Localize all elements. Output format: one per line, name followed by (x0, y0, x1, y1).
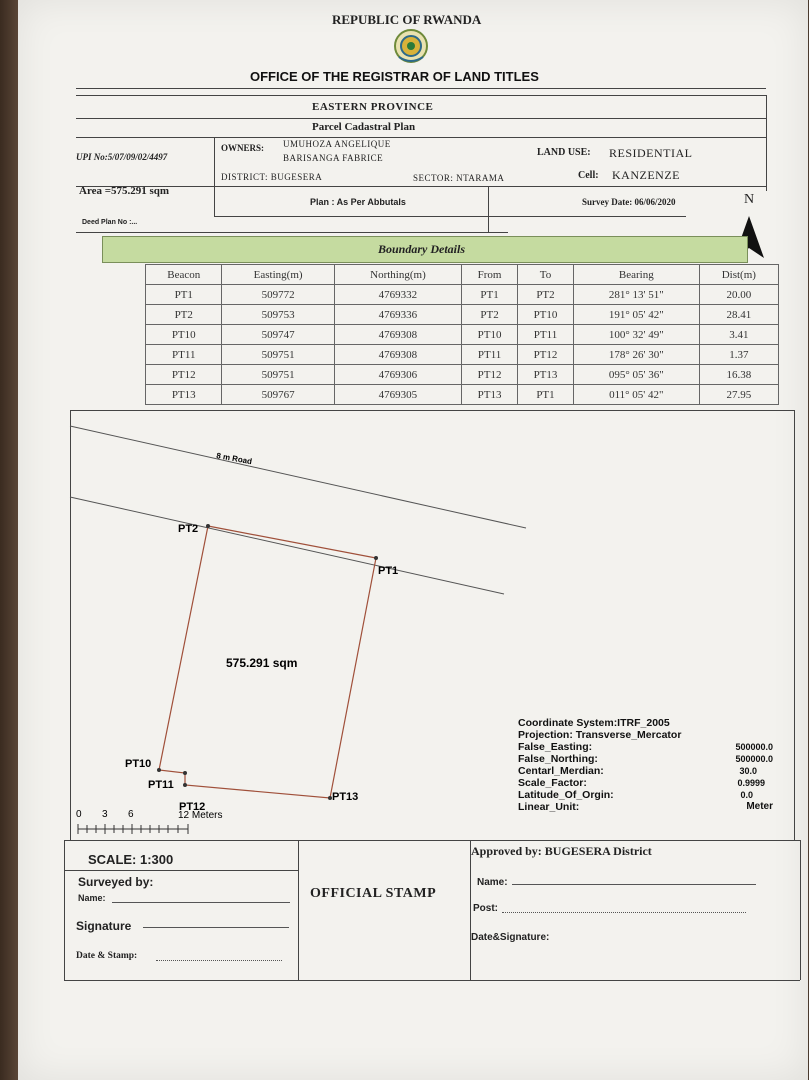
cell-easting: 509751 (222, 365, 334, 385)
survey-date: Survey Date: 06/06/2020 (582, 197, 676, 207)
label-pt13: PT13 (332, 791, 359, 803)
coord-value: 0.9999 (737, 778, 765, 788)
upi-number: UPI No:5/07/09/02/4497 (76, 152, 168, 162)
scale-tick-6: 6 (128, 809, 134, 820)
coord-label: Centarl_Merdian: (518, 765, 604, 777)
coord-row-scale-factor (518, 777, 773, 789)
coord-row-central-meridian (518, 765, 773, 777)
coord-row-false-northing (518, 753, 773, 765)
cell-dist: 16.38 (699, 365, 778, 385)
cell-from: PT11 (462, 345, 518, 365)
cell-bearing: 100° 32' 49" (573, 325, 699, 345)
cell-from: PT2 (462, 305, 518, 325)
cell-easting: 509772 (222, 285, 334, 305)
beacon-pt1 (374, 556, 378, 560)
coord-row-latitude-origin (518, 789, 773, 801)
beacon-pt11 (183, 771, 187, 775)
cell-dist: 20.00 (699, 285, 778, 305)
district-label: DISTRICT: BUGESERA (221, 172, 323, 182)
coordinate-system: Coordinate System:ITRF_2005 (518, 717, 670, 729)
cell-bearing: 191° 05' 42" (573, 305, 699, 325)
scale-tick-3: 3 (102, 809, 108, 820)
cell-dist: 28.41 (699, 305, 778, 325)
date-signature-label: Date&Signature: (471, 932, 550, 943)
projection: Projection: Transverse_Mercator (518, 729, 682, 741)
cell-northing: 4769308 (334, 325, 461, 345)
official-stamp-label: OFFICIAL STAMP (310, 886, 437, 901)
cell-beacon: PT1 (146, 285, 222, 305)
province-label: EASTERN PROVINCE (312, 101, 434, 113)
cell-beacon: PT11 (146, 345, 222, 365)
surveyed-by-label: Surveyed by: (78, 875, 154, 889)
north-label: N (744, 192, 755, 207)
coord-value: 500000.0 (735, 754, 773, 764)
beacon-pt2 (206, 524, 210, 528)
cell-to: PT2 (518, 285, 574, 305)
label-pt11: PT11 (148, 779, 174, 791)
coord-label: Scale_Factor: (518, 777, 587, 789)
coord-value: 500000.0 (735, 742, 773, 752)
scale-tick-0: 0 (76, 809, 82, 820)
cell-label: Cell: (578, 170, 599, 181)
cell-value: KANZENZE (612, 168, 680, 182)
cell-easting: 509767 (222, 385, 334, 405)
plan-type: Plan : As Per Abbutals (310, 197, 406, 207)
label-pt2: PT2 (178, 523, 199, 535)
surveyor-name-label: Name: (78, 893, 106, 903)
owner-2: BARISANGA FABRICE (283, 153, 384, 163)
parcel-area-label: 575.291 sqm (226, 656, 298, 670)
col-to: To (518, 265, 574, 285)
coord-value: 0.0 (740, 790, 753, 800)
label-pt1: PT1 (378, 565, 399, 577)
cell-northing: 4769332 (334, 285, 461, 305)
scale-label: SCALE: 1:300 (88, 852, 174, 867)
signature-label: Signature (76, 919, 132, 933)
col-easting: Easting(m) (222, 265, 334, 285)
cell-to: PT1 (518, 385, 574, 405)
cell-from: PT13 (462, 385, 518, 405)
cell-beacon: PT13 (146, 385, 222, 405)
approved-by-label: Approved by: BUGESERA District (471, 844, 652, 858)
road-label: 8 m Road (215, 451, 253, 467)
cell-dist: 3.41 (699, 325, 778, 345)
scale-bar (78, 824, 188, 834)
post-label: Post: (473, 903, 498, 914)
office-title: OFFICE OF THE REGISTRAR OF LAND TITLES (250, 69, 539, 84)
cell-bearing: 178° 26' 30" (573, 345, 699, 365)
coord-label: Latitude_Of_Orgin: (518, 789, 614, 801)
land-use-label: LAND USE: (537, 147, 591, 158)
approver-name-label: Name: (477, 877, 508, 888)
plan-title: Parcel Cadastral Plan (312, 121, 416, 133)
coordinate-info (518, 717, 773, 813)
road-edge-south (70, 497, 504, 594)
date-stamp-label: Date & Stamp: (76, 951, 138, 961)
boundary-details-title: Boundary Details (378, 242, 466, 256)
cell-northing: 4769336 (334, 305, 461, 325)
country-title: REPUBLIC OF RWANDA (332, 12, 482, 27)
cadastral-plan-sheet (18, 0, 808, 1080)
cell-northing: 4769305 (334, 385, 461, 405)
land-use-value: RESIDENTIAL (609, 146, 693, 160)
cell-from: PT10 (462, 325, 518, 345)
cell-to: PT12 (518, 345, 574, 365)
coord-label: False_Easting: (518, 741, 593, 753)
cell-easting: 509747 (222, 325, 334, 345)
col-from: From (462, 265, 518, 285)
cell-dist: 1.37 (699, 345, 778, 365)
beacon-pt10 (157, 768, 161, 772)
coord-row-linear-unit (518, 801, 773, 813)
cell-beacon: PT12 (146, 365, 222, 385)
cell-northing: 4769308 (334, 345, 461, 365)
col-bearing: Bearing (573, 265, 699, 285)
coord-label: Linear_Unit: (518, 801, 580, 813)
cell-northing: 4769306 (334, 365, 461, 385)
col-northing: Northing(m) (334, 265, 461, 285)
coord-row-false-easting (518, 741, 773, 753)
cell-from: PT1 (462, 285, 518, 305)
owners-label: OWNERS: (221, 143, 265, 153)
parcel-map (18, 0, 808, 1080)
sector-label: SECTOR: NTARAMA (413, 173, 505, 183)
cell-bearing: 011° 05' 42" (573, 385, 699, 405)
cell-easting: 509751 (222, 345, 334, 365)
cell-beacon: PT10 (146, 325, 222, 345)
cell-to: PT11 (518, 325, 574, 345)
coord-label: False_Northing: (518, 753, 598, 765)
cell-beacon: PT2 (146, 305, 222, 325)
col-dist: Dist(m) (699, 265, 778, 285)
owner-1: UMUHOZA ANGELIQUE (283, 139, 391, 149)
coord-value: 30.0 (739, 766, 757, 776)
beacon-pt12 (183, 783, 187, 787)
cell-to: PT13 (518, 365, 574, 385)
cell-from: PT12 (462, 365, 518, 385)
cell-bearing: 095° 05' 36" (573, 365, 699, 385)
label-pt10: PT10 (125, 758, 152, 770)
coord-value: Meter (746, 801, 773, 812)
cell-dist: 27.95 (699, 385, 778, 405)
scale-tick-12: 12 Meters (178, 810, 223, 821)
cell-to: PT10 (518, 305, 574, 325)
col-beacon: Beacon (146, 265, 222, 285)
label-pt12: PT12 (179, 801, 206, 813)
deed-plan-number: Deed Plan No :... (82, 219, 138, 226)
cell-easting: 509753 (222, 305, 334, 325)
cell-bearing: 281° 13' 51" (573, 285, 699, 305)
area-label: Area =575.291 sqm (79, 185, 170, 197)
